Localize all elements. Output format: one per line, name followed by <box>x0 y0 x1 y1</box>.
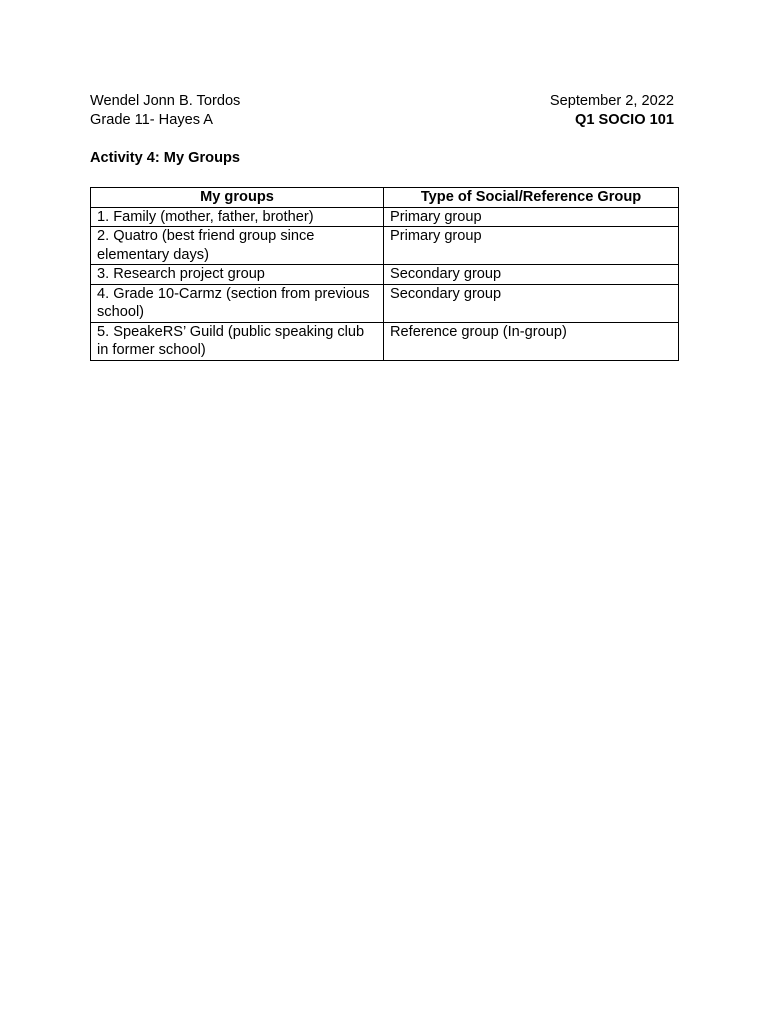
course-code: Q1 SOCIO 101 <box>575 112 674 128</box>
column-header-group-type: Type of Social/Reference Group <box>384 188 679 208</box>
group-type-cell: Primary group <box>384 227 679 265</box>
course-info <box>550 92 674 130</box>
table-row <box>91 284 679 322</box>
group-type-cell: Primary group <box>384 207 679 227</box>
group-type-cell: Secondary group <box>384 284 679 322</box>
activity-title: Activity 4: My Groups <box>90 150 241 166</box>
table-row <box>91 322 679 360</box>
group-type-cell: Secondary group <box>384 265 679 285</box>
submission-date: September 2, 2022 <box>549 93 674 109</box>
student-info <box>90 92 240 130</box>
table-row <box>91 265 679 285</box>
table-row <box>91 227 679 265</box>
table-row <box>91 207 679 227</box>
group-cell: 2. Quatro (best friend group since elementary days) <box>91 227 384 265</box>
grade-section: Grade 11- Hayes A <box>90 112 214 128</box>
group-cell: 5. SpeakeRS’ Guild (public speaking club in former school) <box>91 322 384 360</box>
column-header-my-groups: My groups <box>91 188 384 208</box>
group-cell: 3. Research project group <box>91 265 384 285</box>
group-cell: 4. Grade 10-Carmz (section from previous school) <box>91 284 384 322</box>
student-name: Wendel Jonn B. Tordos <box>90 93 241 109</box>
group-cell: 1. Family (mother, father, brother) <box>91 207 384 227</box>
table-header-row <box>91 188 679 208</box>
groups-table <box>90 187 679 361</box>
group-type-cell: Reference group (In-group) <box>384 322 679 360</box>
